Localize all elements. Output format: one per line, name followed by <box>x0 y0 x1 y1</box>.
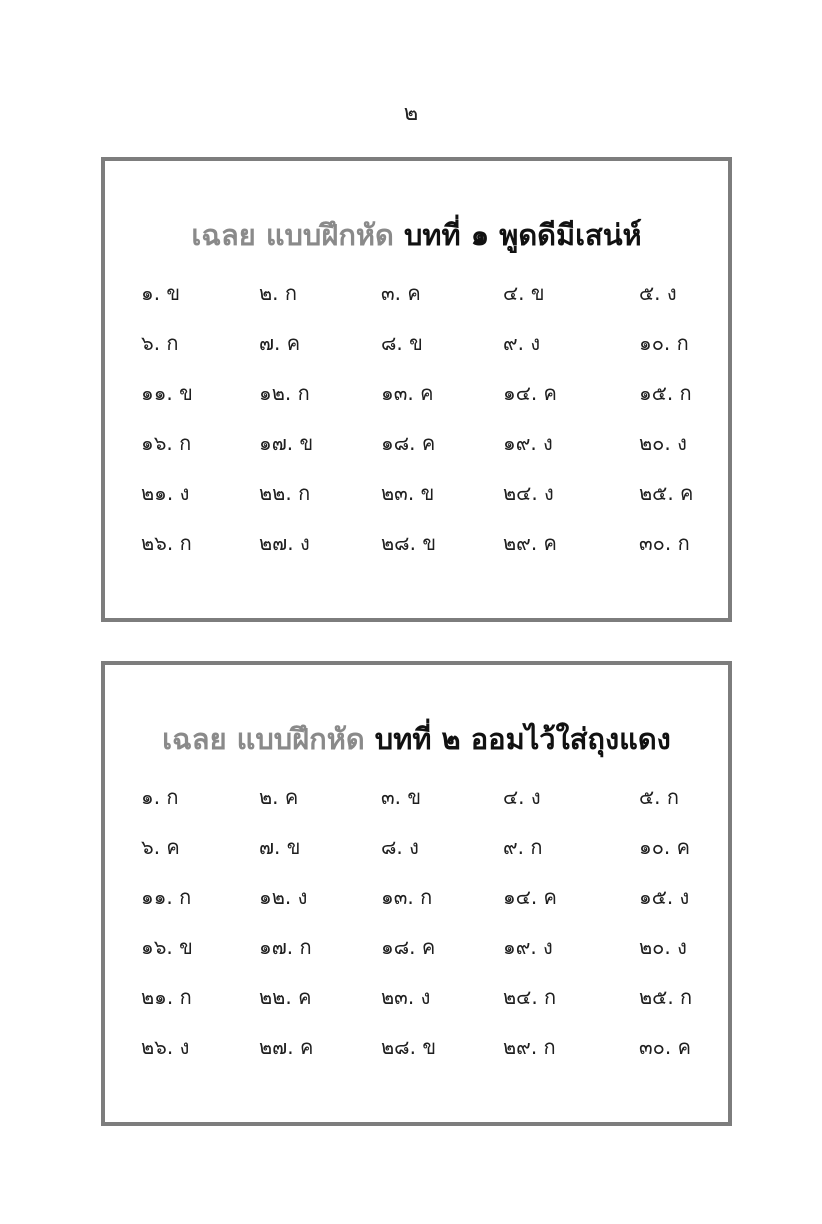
answer-item: ๖. ค <box>141 835 180 859</box>
answer-item: ๒๔. ง <box>503 481 554 505</box>
answer-item: ๒๖. ก <box>141 531 192 555</box>
answer-item: ๑๘. ค <box>381 431 436 455</box>
answer-item: ๕. ง <box>639 281 677 305</box>
answer-item: ๑๑. ข <box>141 381 193 405</box>
answer-item: ๑๙. ง <box>503 935 553 959</box>
answer-item: ๑๕. ก <box>639 381 692 405</box>
answer-item: ๒๖. ง <box>141 1035 190 1059</box>
answer-item: ๑. ข <box>141 281 181 305</box>
lesson-title: บทที่ ๑ พูดดีมีเสน่ห์ <box>403 218 642 252</box>
answer-item: ๒๕. ก <box>639 985 693 1009</box>
answer-item: ๑๖. ข <box>141 935 193 959</box>
answer-item: ๙. ก <box>503 835 543 859</box>
answer-item: ๓๐. ก <box>639 531 690 555</box>
answer-key-box-lesson-1 <box>101 157 732 622</box>
answer-item: ๔. ข <box>503 281 545 305</box>
answer-item: ๑๘. ค <box>381 935 436 959</box>
answer-item: ๑. ก <box>141 785 179 809</box>
answer-item: ๑๓. ค <box>381 381 434 405</box>
answer-item: ๑๖. ก <box>141 431 192 455</box>
answer-item: ๑๙. ง <box>503 431 553 455</box>
answer-item: ๒๑. ก <box>141 985 192 1009</box>
answer-item: ๒๒. ก <box>259 481 311 505</box>
answer-key-title <box>105 215 728 255</box>
answer-item: ๓๐. ค <box>639 1035 691 1059</box>
answer-item: ๒๐. ง <box>639 935 687 959</box>
answer-key-box-lesson-2 <box>101 661 732 1126</box>
title-prefix: เฉลย แบบฝึกหัด <box>191 218 394 252</box>
answer-item: ๒๙. ก <box>503 1035 556 1059</box>
answer-item: ๘. ข <box>381 331 423 355</box>
answer-item: ๒๗. ง <box>259 531 310 555</box>
answer-item: ๓. ค <box>381 281 421 305</box>
answer-item: ๗. ค <box>259 331 301 355</box>
answer-item: ๓. ข <box>381 785 422 809</box>
answer-item: ๒๘. ข <box>381 531 436 555</box>
answer-item: ๘. ง <box>381 835 419 859</box>
answer-item: ๙. ง <box>503 331 541 355</box>
answer-item: ๑๑. ก <box>141 885 192 909</box>
lesson-title: บทที่ ๒ ออมไว้ใส่ถุงแดง <box>374 722 671 756</box>
title-prefix: เฉลย แบบฝึกหัด <box>162 722 365 756</box>
answer-item: ๒๘. ข <box>381 1035 436 1059</box>
answer-item: ๒๑. ง <box>141 481 190 505</box>
answer-item: ๑๒. ก <box>259 381 310 405</box>
answer-item: ๑๐. ก <box>639 331 689 355</box>
answer-item: ๒. ก <box>259 281 298 305</box>
answer-item: ๑๔. ค <box>503 885 557 909</box>
answer-item: ๒๒. ค <box>259 985 312 1009</box>
answer-item: ๗. ข <box>259 835 301 859</box>
answer-item: ๑๕. ง <box>639 885 690 909</box>
answer-item: ๑๐. ค <box>639 835 690 859</box>
answer-item: ๑๔. ค <box>503 381 557 405</box>
answer-item: ๒๓. ง <box>381 985 431 1009</box>
answer-item: ๑๒. ง <box>259 885 308 909</box>
answer-item: ๒๕. ค <box>639 481 694 505</box>
answer-item: ๑๗. ข <box>259 431 314 455</box>
answer-item: ๒๓. ข <box>381 481 435 505</box>
answer-key-title <box>105 719 728 759</box>
answer-item: ๒๗. ค <box>259 1035 314 1059</box>
answer-item: ๒๙. ค <box>503 531 557 555</box>
answer-item: ๕. ก <box>639 785 679 809</box>
answer-item: ๒๔. ก <box>503 985 557 1009</box>
page-number: ๒ <box>403 101 419 126</box>
answer-item: ๔. ง <box>503 785 541 809</box>
answer-item: ๒๐. ง <box>639 431 687 455</box>
answer-item: ๑๓. ก <box>381 885 433 909</box>
answer-item: ๑๗. ก <box>259 935 312 959</box>
answer-item: ๒. ค <box>259 785 299 809</box>
answer-item: ๖. ก <box>141 331 179 355</box>
